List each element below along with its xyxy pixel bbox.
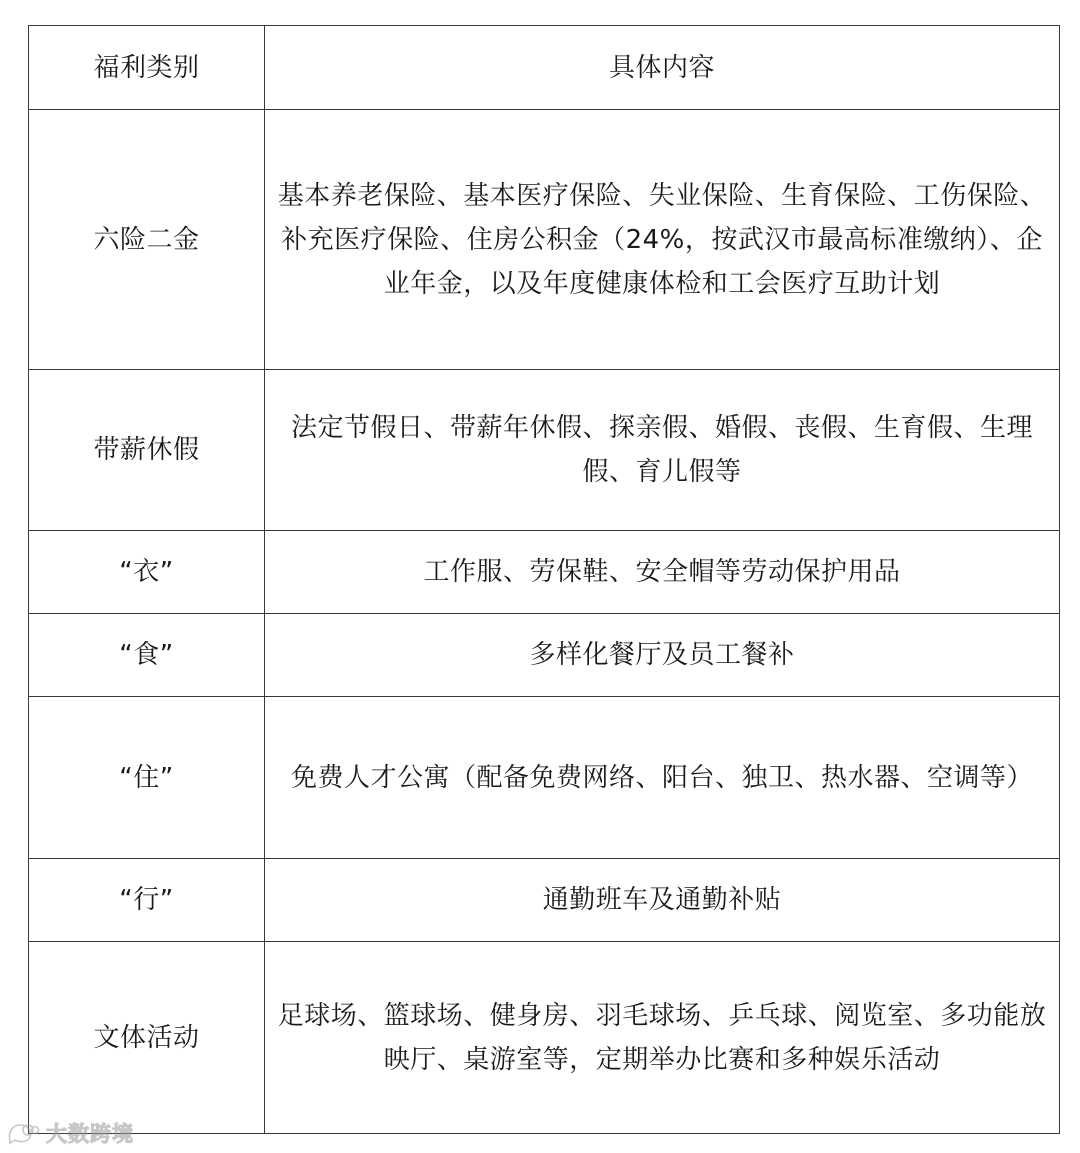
benefits-table (28, 25, 1060, 1134)
table-row-paid-leave (29, 370, 1060, 531)
table-header-row (29, 26, 1060, 110)
row-category: “食” (29, 614, 265, 697)
row-content (265, 942, 1060, 1134)
row-content-text: 工作服、劳保鞋、安全帽等劳动保护用品 (423, 557, 901, 587)
row-content-text: 通勤班车及通勤补贴 (542, 885, 782, 915)
table-row-clothing (29, 531, 1060, 614)
row-category: 六险二金 (29, 110, 265, 370)
table-row-food (29, 614, 1060, 697)
header-content: 具体内容 (265, 26, 1060, 110)
watermark-text: 大数跨境 (46, 1122, 134, 1146)
table-row-housing (29, 697, 1060, 859)
row-content-text: 基本养老保险、基本医疗保险、失业保险、生育保险、工伤保险、补充医疗保险、住房公积金（24%，按武汉市最高标准缴纳）、企业年金，以及年度健康体检和工会医疗互助计划 (277, 180, 1047, 299)
row-content-text: 足球场、篮球场、健身房、羽毛球场、乒乓球、阅览室、多功能放映厅、桌游室等，定期举办比赛和多种娱乐活动 (277, 1000, 1047, 1075)
row-content (265, 531, 1060, 614)
row-category: “衣” (29, 531, 265, 614)
row-category: 文体活动 (29, 942, 265, 1134)
row-content-text: 法定节假日、带薪年休假、探亲假、婚假、丧假、生育假、生理假、育儿假等 (290, 413, 1033, 487)
row-content (265, 859, 1060, 942)
chat-bubble-logo-icon (6, 1121, 40, 1145)
table-row-insurance (29, 110, 1060, 370)
row-content-text: 多样化餐厅及员工餐补 (529, 640, 795, 670)
row-category: “行” (29, 859, 265, 942)
watermark (6, 1118, 134, 1148)
row-content-text: 免费人才公寓（配备免费网络、阳台、独卫、热水器、空调等） (290, 762, 1033, 793)
row-category: “住” (29, 697, 265, 859)
row-category: 带薪休假 (29, 370, 265, 531)
header-category: 福利类别 (29, 26, 265, 110)
row-content (265, 370, 1060, 531)
row-content (265, 614, 1060, 697)
row-content (265, 697, 1060, 859)
row-content (265, 110, 1060, 370)
table-row-recreation (29, 942, 1060, 1134)
table-row-transport (29, 859, 1060, 942)
